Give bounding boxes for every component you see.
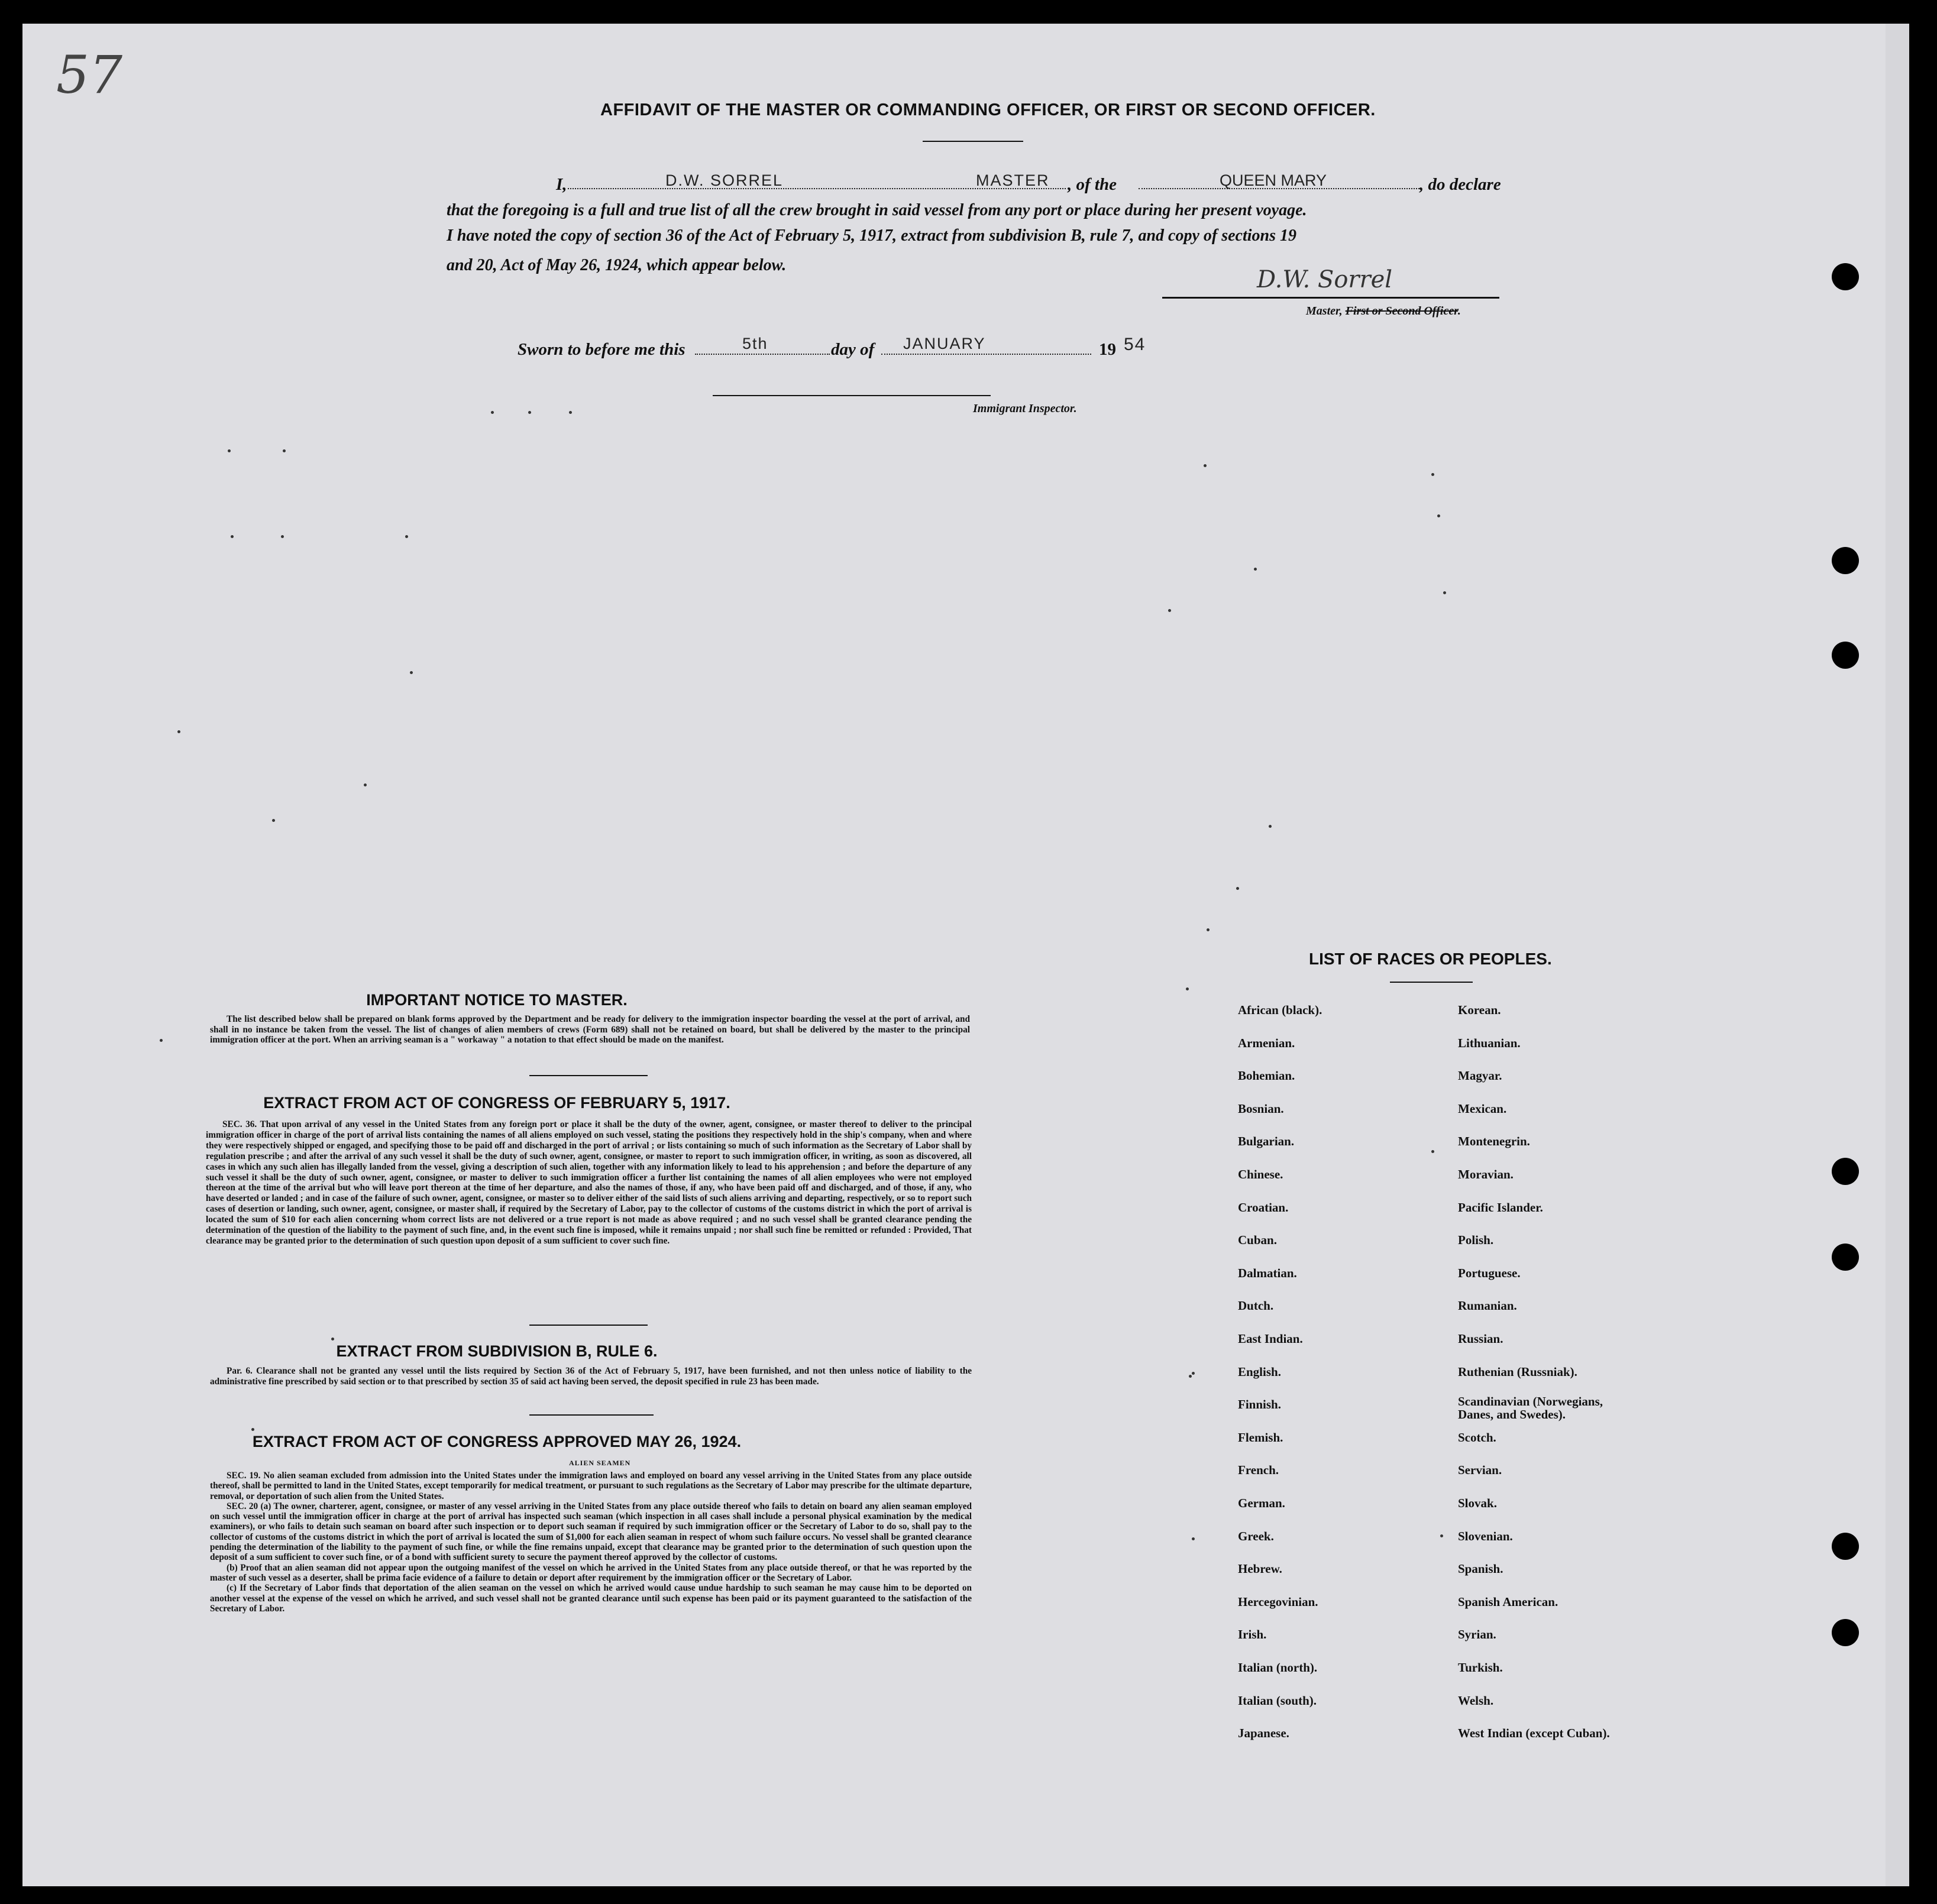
race-item: Moravian. (1458, 1167, 1514, 1181)
race-item: Bohemian. (1238, 1068, 1295, 1083)
race-item: African (black). (1238, 1003, 1322, 1017)
race-item: Scandinavian (Norwegians, Danes, and Swedes). (1458, 1394, 1603, 1422)
inspector-line (713, 395, 991, 396)
race-item: Pacific Islander. (1458, 1200, 1543, 1215)
sec-19-paragraph: SEC. 19. No alien seaman excluded from admission into the United States under the immigration laws and employed on board any vessel arriving in the United States from any place outside thereof, shall be permitted to land in the United States, except temporarily for medical treatment, or pursuant to such regulations as the Secretary of Labor may prescribe for the ultimate departure, removal, or deportation of such alien from the United States. (210, 1471, 972, 1501)
extract-rule6-title: EXTRACT FROM SUBDIVISION B, RULE 6. (336, 1342, 658, 1360)
race-item: Hercegovinian. (1238, 1594, 1318, 1609)
race-item: Chinese. (1238, 1167, 1283, 1181)
race-item: Russian. (1458, 1332, 1503, 1346)
section-rule (529, 1075, 648, 1076)
inspector-caption: Immigrant Inspector. (973, 402, 1077, 415)
sworn-label: Sworn to before me this (518, 340, 685, 359)
punch-hole (1832, 1619, 1859, 1646)
section-rule (529, 1414, 654, 1416)
signer-caption-officer: First or Second Officer (1345, 305, 1458, 318)
race-item: Slovak. (1458, 1496, 1497, 1510)
signature-line (1162, 297, 1499, 299)
race-item: English. (1238, 1364, 1281, 1379)
race-item: Greek. (1238, 1529, 1274, 1543)
punch-hole (1832, 1244, 1859, 1271)
punch-hole (1832, 642, 1859, 669)
race-item: Ruthenian (Russniak). (1458, 1364, 1577, 1379)
month-field (881, 354, 1091, 355)
year-prefix: 19 (1099, 340, 1116, 359)
race-item: Servian. (1458, 1463, 1502, 1478)
race-item: Bulgarian. (1238, 1134, 1295, 1149)
race-item: Slovenian. (1458, 1529, 1513, 1543)
master-signature: D.W. Sorrel (1257, 266, 1393, 293)
race-item: Cuban. (1238, 1233, 1277, 1248)
day-of-label: day of (831, 340, 875, 359)
punch-hole (1832, 1533, 1859, 1560)
par-6-paragraph: Par. 6. Clearance shall not be granted any vessel until the lists required by Section 36 of the Act of February 5, 1917, have been furnished, and not then unless notice of liability to the administrative fine prescribed by said section or to that prescribed by section 35 of said act having been served, the deposit specified in rule 23 has been made. (210, 1366, 972, 1387)
race-item: Spanish. (1458, 1562, 1503, 1576)
race-item: Welsh. (1458, 1693, 1494, 1708)
race-item: West Indian (except Cuban). (1458, 1726, 1610, 1741)
race-item: Portuguese. (1458, 1265, 1521, 1280)
race-item: German. (1238, 1496, 1285, 1510)
race-item: Scotch. (1458, 1430, 1496, 1445)
declarant-label: I, (556, 175, 567, 194)
page-margin (1886, 24, 1909, 1886)
race-item: Flemish. (1238, 1430, 1283, 1445)
notice-text (210, 1014, 970, 1045)
affidavit-line-3: I have noted the copy of section 36 of the Act of February 5, 1917, extract from subdivision B, rule 7, and copy of sections 19 (447, 226, 1297, 245)
extract-1917-title: EXTRACT FROM ACT OF CONGRESS OF FEBRUARY 5, 1917. (263, 1094, 730, 1112)
extract-rule6-text (210, 1366, 972, 1387)
race-item: Spanish American. (1458, 1594, 1558, 1609)
race-item: Irish. (1238, 1627, 1267, 1642)
extract-1924-text (210, 1471, 972, 1614)
sec-20a-paragraph: SEC. 20 (a) The owner, charterer, agent, consignee, or master of any vessel arriving in the United States from any place outside thereof who fails to detain on board any alien seaman employed on such vessel until the immigration officer in charge at the port of arrival has inspected such seaman (which inspection in all cases shall include a personal physical examination by the medical examiners), or who fails to detain such seaman on board after such inspection or to deport such seaman if required by such immigration officer or the Secretary of Labor to do so, shall pay to the collector of customs of the customs district in which the port of arrival is located the sum of $1,000 for each alien seaman in respect of whom such failure occurs. No vessel shall be granted clearance pending the determination of the liability to the payment of such fine, or while the fine remains unpaid, except that clearance may be granted prior to the determination of such question upon the deposit of a sum sufficient to cover such fine, or of a bond with sufficient surety to secure the payment thereof approved by the collector of customs. (210, 1501, 972, 1563)
day-field (695, 354, 830, 355)
affidavit-title: AFFIDAVIT OF THE MASTER OR COMMANDING OFFICER, OR FIRST OR SECOND OFFICER. (600, 101, 1376, 119)
section-rule (529, 1325, 648, 1326)
signer-caption-master: Master, (1306, 305, 1343, 318)
race-item: Japanese. (1238, 1726, 1289, 1741)
race-item: Bosnian. (1238, 1101, 1284, 1116)
race-item: Italian (north). (1238, 1660, 1318, 1675)
affidavit-line-4: and 20, Act of May 26, 1924, which appear below. (447, 256, 787, 274)
punch-hole (1832, 263, 1859, 290)
declarant-name: D.W. SORREL (665, 171, 784, 189)
races-title-underline (1390, 982, 1473, 983)
race-item: Syrian. (1458, 1627, 1496, 1642)
race-item: Korean. (1458, 1003, 1501, 1017)
sec-20c-paragraph: (c) If the Secretary of Labor finds that deportation of the alien seaman on the vessel on which he arrived would cause undue hardship to such seaman he may cause him to be deported on another vessel at the expense of the vessel on which he arrived, and such vessel shall not be granted clearance until such expense has been paid or its payment guaranteed to the satisfaction of the Secretary of Labor. (210, 1583, 972, 1614)
punch-hole (1832, 1158, 1859, 1185)
declare-label: , do declare (1419, 175, 1501, 194)
margin-mark: 57 (56, 44, 122, 105)
race-item: Italian (south). (1238, 1693, 1317, 1708)
declarant-role: MASTER (976, 171, 1050, 189)
affidavit-line-2: that the foregoing is a full and true list of all the crew brought in said vessel from any port or place during her present voyage. (447, 201, 1307, 219)
race-item: Mexican. (1458, 1101, 1507, 1116)
race-item: Turkish. (1458, 1660, 1503, 1675)
extract-1917-text (206, 1119, 972, 1246)
race-item: Finnish. (1238, 1397, 1281, 1412)
title-underline (923, 141, 1023, 142)
race-item: East Indian. (1238, 1332, 1303, 1346)
race-item: Dalmatian. (1238, 1265, 1297, 1280)
extract-1924-title: EXTRACT FROM ACT OF CONGRESS APPROVED MAY 26, 1924. (252, 1433, 742, 1450)
race-item: Montenegrin. (1458, 1134, 1530, 1149)
race-item: Lithuanian. (1458, 1035, 1521, 1050)
notice-paragraph: The list described below shall be prepared on blank forms approved by the Department and be ready for delivery to the immigration inspector boarding the vessel at the port of arrival, and shall in no instance be taken from the vessel. The list of changes of alien members of crews (Form 689) shall not be retained on board, but shall be delivered by the master to the principal immigration officer at the port. When an arriving seaman is a " workaway " a notation to that effect should be made on the manifest. (210, 1014, 970, 1045)
races-title: LIST OF RACES OR PEOPLES. (1309, 950, 1552, 968)
year-value: 54 (1124, 335, 1146, 354)
race-item: Armenian. (1238, 1035, 1295, 1050)
race-item: Rumanian. (1458, 1299, 1517, 1313)
signer-caption-period: . (1457, 305, 1461, 318)
vessel-name: QUEEN MARY (1220, 171, 1327, 189)
sec-20b-paragraph: (b) Proof that an alien seaman did not appear upon the outgoing manifest of the vessel on which he arrived in the United States from any place outside thereof, or that he was reported by the master of such vessel as a deserter, shall be prima facie evidence of a failure to detain or deport after requirement by the immigration officer or the Secretary of Labor. (210, 1562, 972, 1583)
race-item: French. (1238, 1463, 1279, 1478)
notice-title: IMPORTANT NOTICE TO MASTER. (366, 991, 628, 1009)
race-item: Croatian. (1238, 1200, 1289, 1215)
signer-caption (1306, 305, 1461, 318)
month-value: JANUARY (903, 335, 986, 352)
race-item: Dutch. (1238, 1299, 1274, 1313)
race-item: Magyar. (1458, 1068, 1502, 1083)
alien-seamen-subhead: ALIEN SEAMEN (569, 1459, 631, 1467)
race-item: Polish. (1458, 1233, 1494, 1248)
punch-hole (1832, 547, 1859, 574)
day-value: 5th (742, 335, 768, 352)
sec-36-paragraph: SEC. 36. That upon arrival of any vessel in the United States from any foreign port or place it shall be the duty of the owner, agent, consignee, or master thereof to deliver to the principal immigration officer in charge of the port of arrival lists containing the names of all aliens employed on such vessel, stating the positions they respectively hold in the ship's company, when and where they were respectively shipped or engaged, and specifying those to be paid off and discharged in the port of arrival ; or lists containing so much of such information as the Secretary of Labor shall by regulation prescribe ; and after the arrival of any such vessel it shall be the duty of such owner, agent, consignee, or master to report to such immigration officer, in writing, as soon as discovered, all cases in which any such alien has illegally landed from the vessel, giving a description of such alien, together with any information likely to lead to his apprehension ; and before the departure of any such vessel it shall be the duty of such owner, agent, consignee, or master to deliver to such immigration officer a further list containing the names of all alien employees who were not employed thereon at the time of the arrival but who will leave port thereon at the time of her departure, and also the names of those, if any, who have been paid off and discharged, and of those, if any, who have deserted or landed ; and in case of the failure of such owner, agent, consignee, or master so to deliver either of the said lists of such aliens arriving and departing, respectively, or so to report such cases of desertion or landing, such owner, agent, consignee, or master shall, if required by the Secretary of Labor, pay to the collector of customs of the customs district in which the port of arrival is located the sum of $10 for each alien concerning whom correct lists are not delivered or a true report is not made as above required ; and no such vessel shall be granted clearance pending the determination of the question of the liability to the payment of such fine, and, in the event such fine is imposed, while it remains unpaid ; nor shall such fine be remitted or refunded : Provided, That clearance may be granted prior to the determination of such question upon deposit of a sum sufficient to cover such fine. (206, 1119, 972, 1246)
of-the-label: , of the (1068, 175, 1117, 194)
race-item: Hebrew. (1238, 1562, 1282, 1576)
